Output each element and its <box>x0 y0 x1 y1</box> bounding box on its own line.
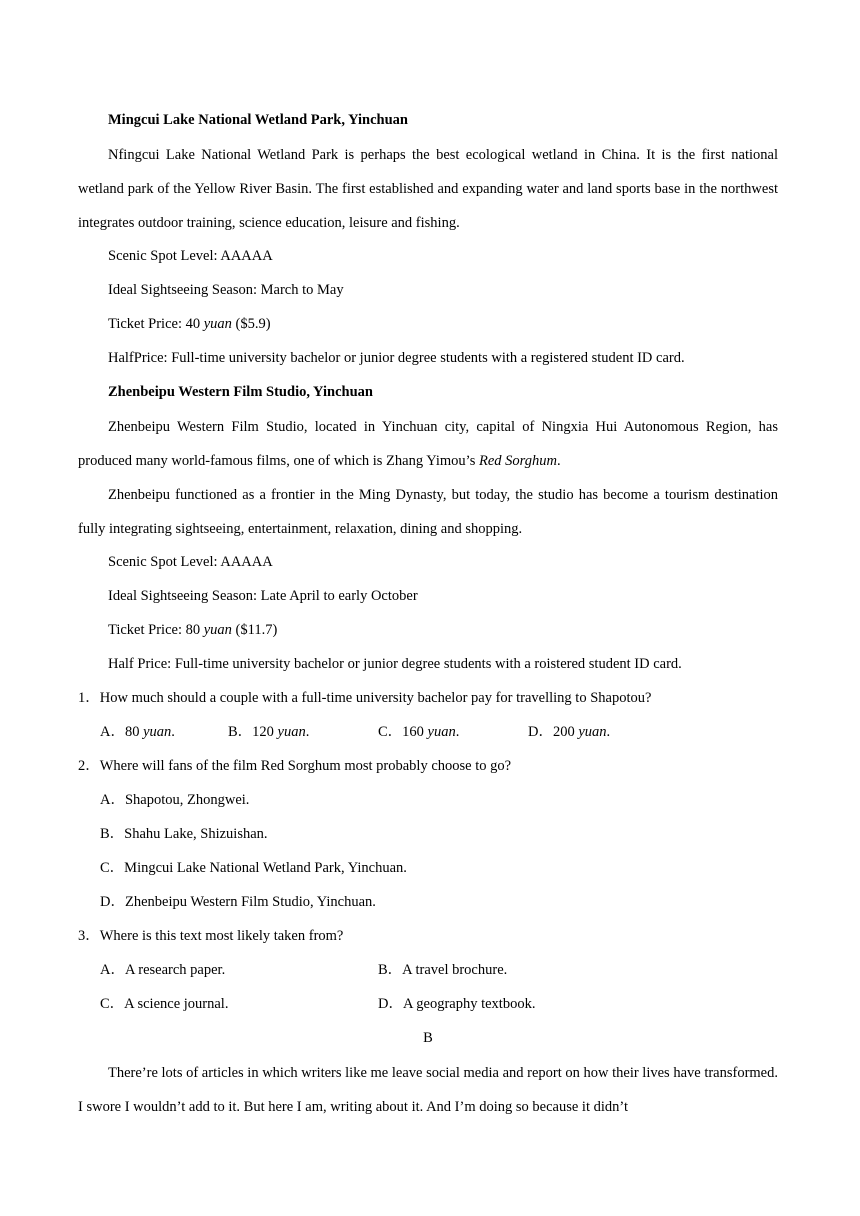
question-2-stem: 2．Where will fans of the film Red Sorghum most probably choose to go? <box>78 758 512 774</box>
desc-text: Zhenbeipu Western Film Studio, located in Yinchuan city, capital of Ningxia Hui Autonomous Region, has produced many world-famous films, one of which is Zhang Yimou’s <box>78 419 778 469</box>
film-title: Red Sorghum <box>478 453 557 469</box>
section-b-heading: B <box>423 1030 433 1046</box>
option-b: B．120 yuan. <box>228 724 310 740</box>
option-c: C．A science journal. <box>100 996 229 1012</box>
option-c: C．160 yuan. <box>378 724 460 740</box>
mingcui-half-price: HalfPrice: Full-time university bachelor or junior degree students with a registered student ID card. <box>108 350 685 366</box>
price-usd: ($11.7) <box>231 622 278 638</box>
question-3-stem: 3．Where is this text most likely taken from? <box>78 928 344 944</box>
question-3-options-row-2 <box>78 988 778 1022</box>
option-a: A．A research paper. <box>100 962 226 978</box>
mingcui-level: Scenic Spot Level: AAAAA <box>108 248 273 264</box>
document-page <box>78 104 778 1124</box>
option-a: A．80 yuan. <box>100 724 175 740</box>
zhenbeipu-description-1 <box>78 410 778 478</box>
zhenbeipu-title: Zhenbeipu Western Film Studio, Yinchuan <box>108 384 373 400</box>
question-1-stem: 1．How much should a couple with a full-time university bachelor pay for travelling to Shapotou? <box>78 690 652 706</box>
zhenbeipu-level: Scenic Spot Level: AAAAA <box>108 554 273 570</box>
option-c: C．Mingcui Lake National Wetland Park, Yinchuan. <box>100 860 407 876</box>
price-unit: yuan <box>203 316 232 332</box>
zhenbeipu-season: Ideal Sightseeing Season: Late April to early October <box>108 588 418 604</box>
zhenbeipu-half-price: Half Price: Full-time university bachelor or junior degree students with a roistered student ID card. <box>108 656 682 672</box>
zhenbeipu-description-2: Zhenbeipu functioned as a frontier in the Ming Dynasty, but today, the studio has become a tourism destination fully integrating sightseeing, entertainment, relaxation, dining and shopping. <box>78 487 778 537</box>
option-d: D．A geography textbook. <box>378 996 536 1012</box>
mingcui-ticket-price <box>78 308 778 342</box>
price-usd: ($5.9) <box>231 316 271 332</box>
price-unit: yuan <box>203 622 232 638</box>
zhenbeipu-ticket-price <box>78 614 778 648</box>
desc-end: . <box>556 453 561 469</box>
option-d: D．200 yuan. <box>528 724 611 740</box>
option-d: D．Zhenbeipu Western Film Studio, Yinchuan. <box>100 894 376 910</box>
mingcui-season: Ideal Sightseeing Season: March to May <box>108 282 344 298</box>
mingcui-title: Mingcui Lake National Wetland Park, Yinchuan <box>108 112 408 128</box>
price-text: Ticket Price: 40 <box>108 316 204 332</box>
option-a: A．Shapotou, Zhongwei. <box>100 792 250 808</box>
price-text: Ticket Price: 80 <box>108 622 204 638</box>
question-3-options-row-1 <box>78 954 778 988</box>
option-b: B．Shahu Lake, Shizuishan. <box>100 826 268 842</box>
question-1-options <box>78 716 778 750</box>
option-b: B．A travel brochure. <box>378 962 508 978</box>
mingcui-description: Nfingcui Lake National Wetland Park is perhaps the best ecological wetland in China. It is the first national wetland park of the Yellow River Basin. The first established and expanding water and land sports base in the northwest integrates outdoor training, science education, leisure and fishing. <box>78 147 778 231</box>
section-b-passage: There’re lots of articles in which writers like me leave social media and report on how their lives have transformed. I swore I wouldn’t add to it. But here I am, writing about it. And I’m doing so because it didn’t <box>78 1065 778 1115</box>
